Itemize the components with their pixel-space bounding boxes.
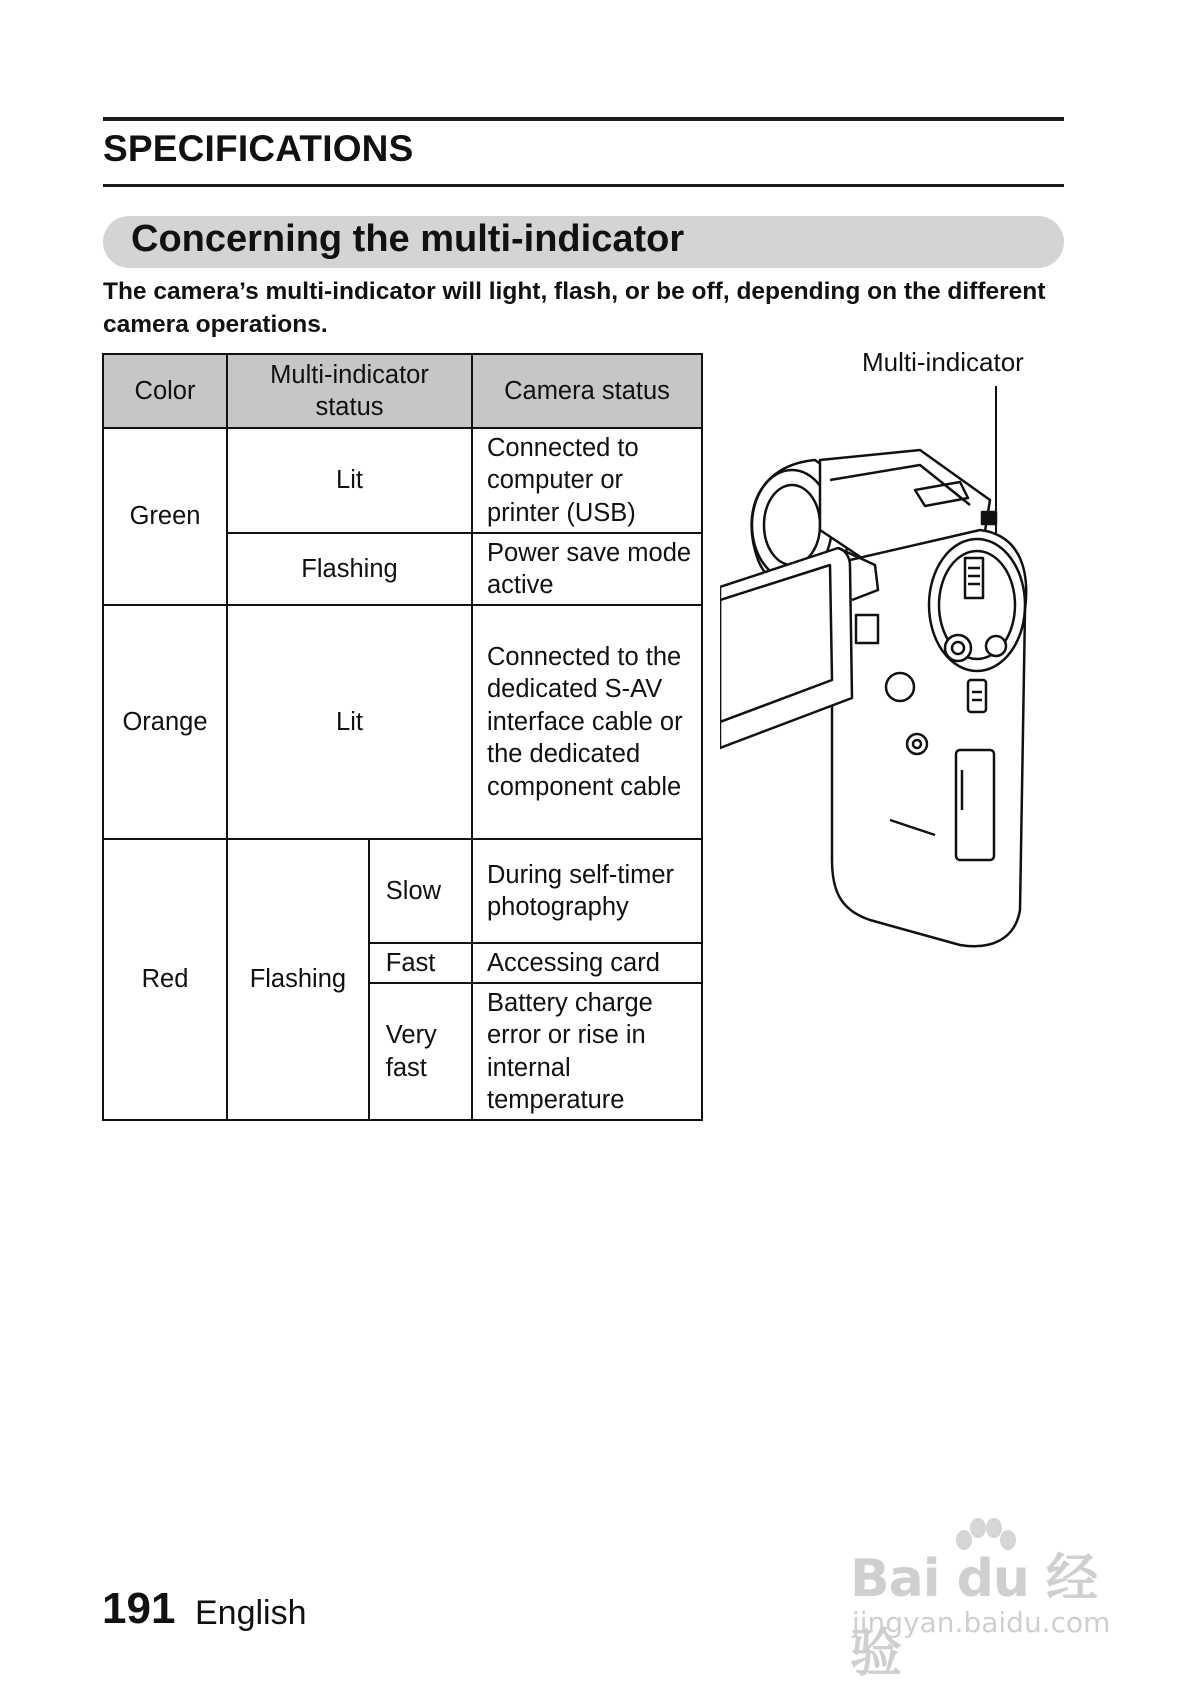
table-row <box>103 839 702 943</box>
cell-camera-status: Accessing card <box>472 943 702 983</box>
header-indicator-status: Multi-indicator status <box>227 354 472 428</box>
multi-indicator-callout: Multi-indicator <box>862 347 1024 377</box>
header-rule-bottom <box>103 184 1064 187</box>
cell-status: Lit <box>227 428 472 533</box>
cell-color-green: Green <box>103 428 227 605</box>
cell-status: Flashing <box>227 533 472 605</box>
cell-camera-status: Connected to computer or printer (USB) <box>472 428 702 533</box>
header-color: Color <box>103 354 227 428</box>
intro-paragraph: The camera’s multi-indicator will light, flash, or be off, depending on the different camera operations. <box>103 278 1046 338</box>
cell-flash-speed: Fast <box>369 943 472 983</box>
cell-camera-status: Battery charge error or rise in internal temperature <box>472 983 702 1120</box>
watermark-main-text: Bai du 经验 <box>850 1549 1097 1684</box>
indicator-table <box>102 353 703 1121</box>
table-header-row <box>103 354 702 428</box>
page-number: 191 <box>102 1584 176 1633</box>
cell-flash-speed: Slow <box>369 839 472 943</box>
cell-camera-status: Power save mode active <box>472 533 702 605</box>
header-camera-status: Camera status <box>472 354 702 428</box>
baidu-watermark <box>850 1518 1130 1684</box>
cell-camera-status: During self-timer photography <box>472 839 702 943</box>
header-rule-top <box>103 117 1064 121</box>
table-row <box>103 605 702 839</box>
cell-color-red: Red <box>103 839 227 1120</box>
footer-language: English <box>195 1594 307 1632</box>
table-row <box>103 428 702 533</box>
cell-status: Flashing <box>227 839 369 1120</box>
cell-status: Lit <box>227 605 472 839</box>
camera-illustration <box>720 440 1060 960</box>
cell-color-orange: Orange <box>103 605 227 839</box>
cell-camera-status: Connected to the dedicated S-AV interface cable or the dedicated component cable <box>472 605 702 839</box>
section-title: SPECIFICATIONS <box>103 128 414 169</box>
watermark-url: jingyan.baidu.com <box>852 1606 1111 1639</box>
subhead-title: Concerning the multi-indicator <box>131 218 685 260</box>
cell-flash-speed: Very fast <box>369 983 472 1120</box>
